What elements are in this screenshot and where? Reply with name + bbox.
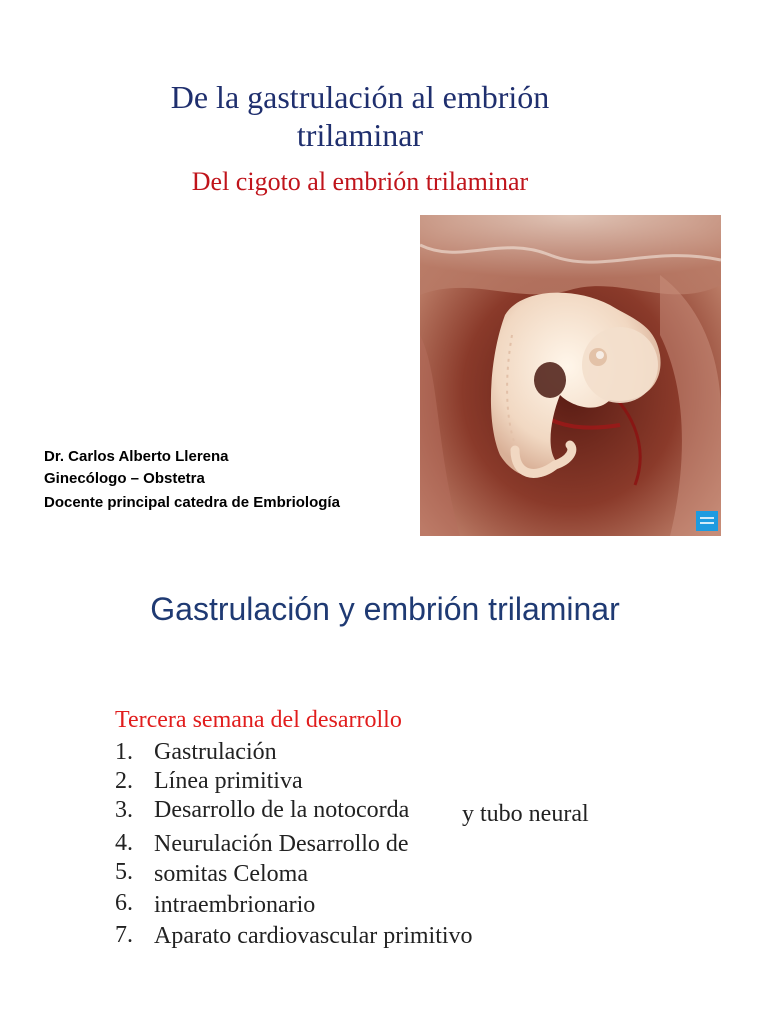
embryo-illustration	[420, 215, 721, 536]
list-item-number: 5.	[115, 859, 133, 885]
list-item-text: Aparato cardiovascular primitivo	[154, 923, 473, 949]
list-item-extra-text: y tubo neural	[462, 801, 589, 827]
embryo-photo	[420, 215, 721, 536]
corner-logo-badge	[696, 511, 718, 531]
list-item-number: 7.	[115, 922, 133, 948]
list-item-number: 2.	[115, 768, 133, 794]
list-item-text: Neurulación Desarrollo de	[154, 831, 409, 857]
author-name: Dr. Carlos Alberto Llerena	[44, 448, 229, 465]
list-item-text: Gastrulación	[154, 739, 277, 765]
slide2-title: Gastrulación y embrión trilaminar	[150, 591, 620, 627]
author-role: Docente principal catedra de Embriología	[44, 494, 340, 511]
list-item-number: 1.	[115, 739, 133, 765]
list-item-text: Línea primitiva	[154, 768, 303, 794]
list-heading: Tercera semana del desarrollo	[115, 707, 402, 733]
list-item-number: 4.	[115, 830, 133, 856]
slide-title	[60, 78, 660, 154]
list-item-number: 3.	[115, 797, 133, 823]
list-item-text: Desarrollo de la notocorda	[154, 797, 410, 823]
list-item-number: 6.	[115, 890, 133, 916]
slide-subtitle: Del cigoto al embrión trilaminar	[191, 167, 529, 196]
slide-title-line1: De la gastrulación al embrión	[170, 79, 550, 115]
slide-title-line2: trilaminar	[296, 117, 424, 153]
list-item-text: intraembrionario	[154, 892, 316, 918]
author-specialty: Ginecólogo – Obstetra	[44, 470, 205, 487]
list-item-text: somitas Celoma	[154, 861, 308, 887]
